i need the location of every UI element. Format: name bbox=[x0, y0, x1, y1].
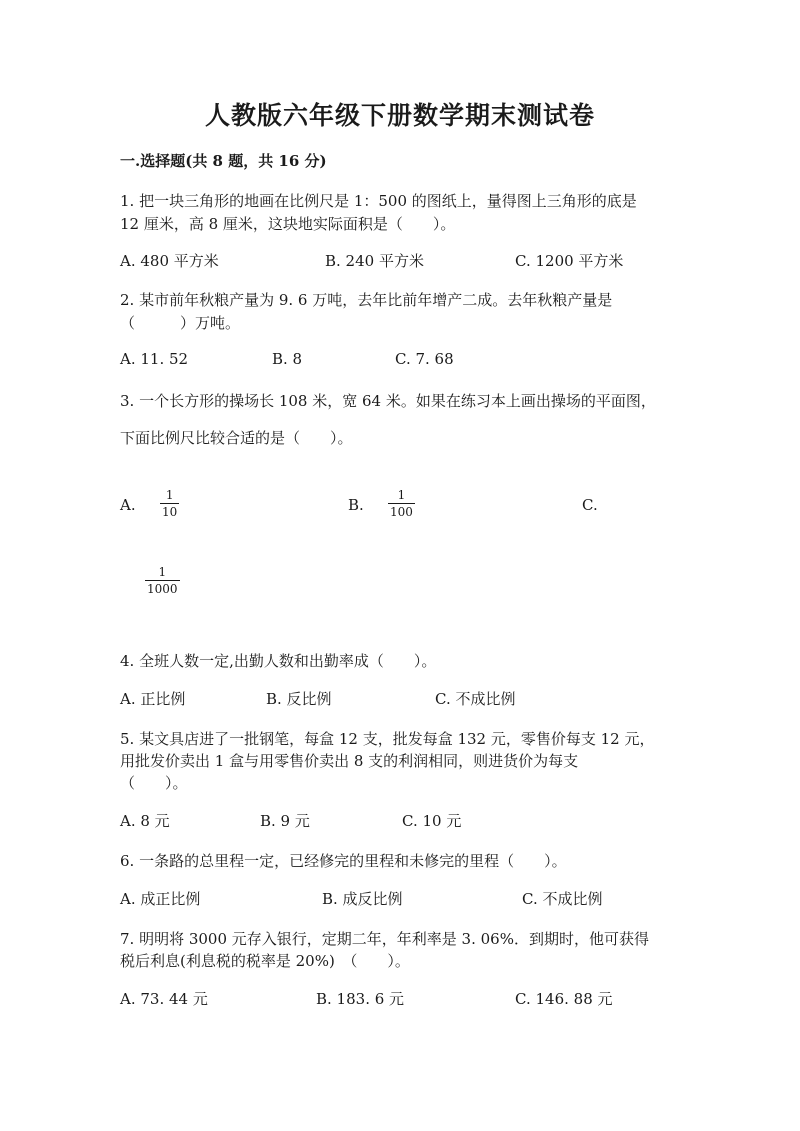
question-2-option-c: C. 7. 68 bbox=[395, 350, 454, 368]
question-2-option-a: A. 11. 52 bbox=[120, 350, 189, 368]
page-title: 人教版六年级下册数学期末测试卷 bbox=[204, 101, 595, 130]
question-1-option-a: A. 480 平方米 bbox=[120, 252, 219, 270]
question-4-option-c: C. 不成比例 bbox=[435, 690, 516, 708]
section-heading: 一.选择题(共 8 题，共 16 分) bbox=[120, 152, 327, 170]
question-1-option-b: B. 240 平方米 bbox=[325, 252, 424, 270]
fraction-b-bar bbox=[388, 503, 415, 504]
question-6-option-b: B. 成反比例 bbox=[322, 890, 403, 908]
question-3-option-a: A. bbox=[120, 496, 136, 514]
question-3-fraction-b bbox=[388, 488, 415, 519]
fraction-c-denominator: 1000 bbox=[147, 582, 178, 596]
question-7-line-1: 7. 明明将 3000 元存入银行，定期二年，年利率是 3. 06%．到期时，他可获得 bbox=[120, 930, 649, 948]
question-3-option-b: B. bbox=[348, 496, 364, 514]
question-3-option-c: C. bbox=[582, 496, 598, 514]
question-5-option-b: B. 9 元 bbox=[260, 812, 310, 830]
fraction-b-denominator: 100 bbox=[390, 505, 413, 519]
question-5-option-c: C. 10 元 bbox=[402, 812, 462, 830]
question-1-line-2: 12 厘米，高 8 厘米，这块地实际面积是（ ）。 bbox=[120, 215, 456, 233]
question-3-fraction-c bbox=[145, 565, 180, 596]
question-1-option-c: C. 1200 平方米 bbox=[515, 252, 624, 270]
question-6-option-a: A. 成正比例 bbox=[120, 890, 201, 908]
fraction-a-numerator: 1 bbox=[165, 488, 174, 502]
question-7-option-c: C. 146. 88 元 bbox=[515, 990, 613, 1008]
question-5-line-1: 5. 某文具店进了一批钢笔，每盒 12 支，批发每盒 132 元，零售价每支 12 元， bbox=[120, 730, 655, 748]
question-7-option-b: B. 183. 6 元 bbox=[316, 990, 405, 1008]
question-3-fraction-a bbox=[160, 488, 179, 519]
question-4-option-a: A. 正比例 bbox=[120, 690, 186, 708]
question-6-line-1: 6. 一条路的总里程一定，已经修完的里程和未修完的里程（ ）。 bbox=[120, 852, 567, 870]
fraction-a-bar bbox=[160, 503, 179, 504]
fraction-b-numerator: 1 bbox=[397, 488, 406, 502]
question-5-option-a: A. 8 元 bbox=[120, 812, 170, 830]
question-6-option-c: C. 不成比例 bbox=[522, 890, 603, 908]
question-2-line-2: （ ）万吨。 bbox=[120, 314, 241, 332]
question-7-option-a: A. 73. 44 元 bbox=[120, 990, 208, 1008]
question-7-line-2: 税后利息(利息税的税率是 20%) （ ）。 bbox=[120, 952, 410, 970]
question-2-line-1: 2. 某市前年秋粮产量为 9. 6 万吨，去年比前年增产二成。去年秋粮产量是 bbox=[120, 291, 613, 309]
fraction-c-bar bbox=[145, 580, 180, 581]
fraction-a-denominator: 10 bbox=[162, 505, 178, 519]
question-5-line-2: 用批发价卖出 1 盒与用零售价卖出 8 支的利润相同，则进货价为每支 bbox=[120, 752, 579, 770]
question-2-option-b: B. 8 bbox=[272, 350, 303, 368]
question-1-line-1: 1. 把一块三角形的地画在比例尺是 1：500 的图纸上，量得图上三角形的底是 bbox=[120, 192, 637, 210]
question-5-line-3: （ ）。 bbox=[120, 774, 188, 792]
question-4-line-1: 4. 全班人数一定,出勤人数和出勤率成（ ）。 bbox=[120, 652, 437, 670]
question-3-line-1: 3. 一个长方形的操场长 108 米，宽 64 米。如果在练习本上画出操场的平面图， bbox=[120, 392, 656, 410]
question-3-line-2: 下面比例尺比较合适的是（ ）。 bbox=[120, 429, 353, 447]
question-4-option-b: B. 反比例 bbox=[266, 690, 332, 708]
fraction-c-numerator: 1 bbox=[158, 565, 167, 579]
